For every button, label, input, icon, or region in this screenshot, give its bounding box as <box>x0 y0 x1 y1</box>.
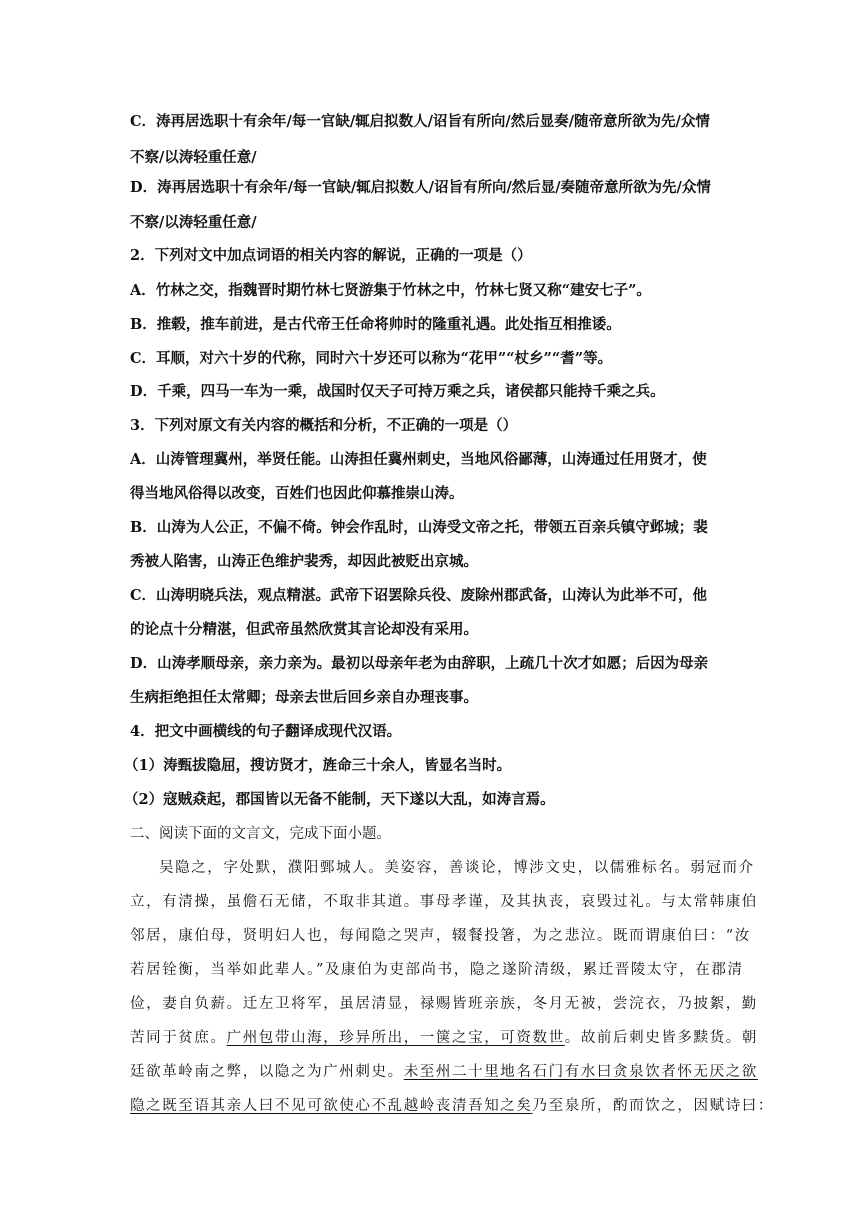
passage-text: 。故前后刺史皆多黩货。朝 <box>564 1030 758 1046</box>
underlined-sentence: 广州包带山海，珍异所出，一箧之宝，可资数世 <box>226 1030 565 1046</box>
q2-stem: 2．下列对文中加点词语的相关内容的解说，正确的一项是（） <box>130 247 532 264</box>
section-2-heading: 二、阅读下面的文言文，完成下面小题。 <box>130 826 391 842</box>
passage-line-5: 俭，妻自负薪。迁左卫将军，虽居清显，禄赐皆班亲族，冬月无被，尝浣衣，乃披絮，勤 <box>130 996 758 1012</box>
q1-option-c-line2: 不察/以涛轻重任意/ <box>130 149 257 166</box>
passage-line-1: 吴隐之，字处默，濮阳鄄城人。美姿容，善谈论，博涉文史，以儒雅标名。弱冠而介 <box>159 860 755 876</box>
q4-sentence-1: （1）涛甄拔隐屈，搜访贤才，旌命三十余人，皆显名当时。 <box>124 757 512 774</box>
passage-line-8 <box>130 1096 774 1116</box>
q3-option-a-line1: A．山涛管理冀州，举贤任能。山涛担任冀州刺史，当地风俗鄙薄，山涛通过任用贤才，使 <box>130 451 707 468</box>
passage-line-3: 邻居，康伯母，贤明妇人也，每闻隐之哭声，辍餐投箸，为之悲泣。既而谓康伯曰：“汝 <box>130 928 751 944</box>
passage-text: 乃至泉所，酌而饮之，因赋诗曰： <box>532 1098 774 1114</box>
q2-option-c: C．耳顺，对六十岁的代称，同时六十岁还可以称为“花甲”“杖乡”“耆”等。 <box>130 350 613 367</box>
q3-option-b-line2: 秀被人陷害，山涛正色维护裴秀，却因此被贬出京城。 <box>130 553 478 570</box>
q4-sentence-2: （2）寇贼猋起，郡国皆以无备不能制，天下遂以大乱，如涛言焉。 <box>124 791 555 808</box>
q2-option-a: A．竹林之交，指魏晋时期竹林七贤游集于竹林之中，竹林七贤又称“建安七子”。 <box>130 282 651 299</box>
q1-option-d-line1: D．涛再居选职十有余年/每一官缺/辄启拟数人/诏旨有所向/然后显/奏随帝意所欲为先/众情 <box>130 179 711 196</box>
q1-option-d-line2: 不察/以涛轻重任意/ <box>130 214 257 231</box>
underlined-sentence: 未至州二十里地名石门有水曰贪泉饮者怀无厌之欲 <box>403 1064 758 1080</box>
passage-line-6 <box>130 1028 758 1048</box>
passage-text: 苦同于贫庶。 <box>130 1030 227 1046</box>
passage-line-4: 若居铨衡，当举如此辈人。”及康伯为吏部尚书，隐之遂阶清级，累迁晋陵太守，在郡清 <box>130 962 744 978</box>
q3-option-d-line2: 生病拒绝担任太常卿；母亲去世后回乡亲自办理丧事。 <box>130 689 478 706</box>
underlined-sentence: 隐之既至语其亲人曰不见可欲使心不乱越岭丧清吾知之矣 <box>130 1098 533 1114</box>
q3-stem: 3．下列对原文有关内容的概括和分析，不正确的一项是（） <box>130 417 518 434</box>
q3-option-b-line1: B．山涛为人公正，不偏不倚。钟会作乱时，山涛受文帝之托，带领五百亲兵镇守邺城；裴 <box>130 519 708 536</box>
q2-option-d: D．千乘，四马一车为一乘，战国时仅天子可持万乘之兵，诸侯都只能持千乘之兵。 <box>130 383 665 400</box>
passage-text: 廷欲革岭南之弊，以隐之为广州刺史。 <box>130 1064 404 1080</box>
q3-option-d-line1: D．山涛孝顺母亲，亲力亲为。最初以母亲年老为由辞职，上疏几十次才如愿；后因为母亲 <box>130 655 709 672</box>
q3-option-c-line1: C．山涛明晓兵法，观点精湛。武帝下诏罢除兵役、废除州郡武备，山涛认为此举不可，他 <box>130 587 708 604</box>
passage-line-2: 立，有清操，虽儋石无储，不取非其道。事母孝谨，及其执丧，哀毁过礼。与太常韩康伯 <box>130 894 758 910</box>
q4-stem: 4．把文中画横线的句子翻译成现代汉语。 <box>130 723 402 740</box>
passage-line-7 <box>130 1062 758 1082</box>
q3-option-a-line2: 得当地风俗得以改变，百姓们也因此仰慕推崇山涛。 <box>130 485 464 502</box>
q2-option-b: B．推毂，推车前进，是古代帝王任命将帅时的隆重礼遇。此处指互相推诿。 <box>130 316 621 333</box>
q1-option-c-line1: C．涛再居选职十有余年/每一官缺/辄启拟数人/诏旨有所向/然后显奏/随帝意所欲为先/众情 <box>130 113 710 130</box>
q3-option-c-line2: 的论点十分精湛，但武帝虽然欣赏其言论却没有采用。 <box>130 621 478 638</box>
